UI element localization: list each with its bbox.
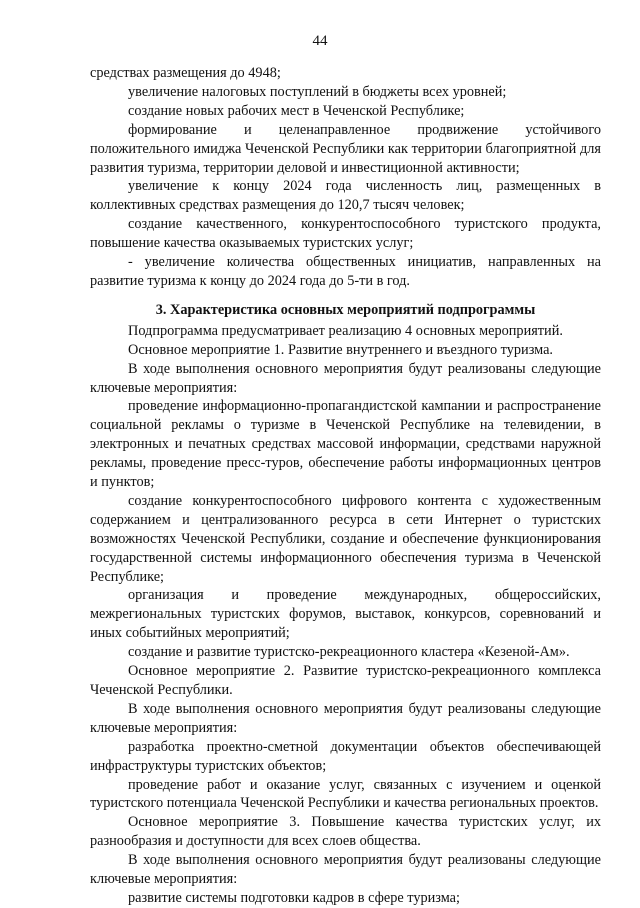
paragraph: В ходе выполнения основного мероприятия будут реализованы следующие ключевые мероприятия: <box>90 360 601 396</box>
document-body <box>90 64 601 908</box>
paragraph: В ходе выполнения основного мероприятия будут реализованы следующие ключевые мероприятия: <box>90 852 601 888</box>
paragraph: Основное мероприятие 1. Развитие внутреннего и въездного туризма. <box>128 341 554 358</box>
paragraph: разработка проектно-сметной документации объектов обеспечивающей инфраструктуры туристских объектов; <box>90 738 601 774</box>
paragraph: создание качественного, конкурентоспособного туристского продукта, повышение качества оказываемых туристских услуг; <box>90 216 601 252</box>
paragraph: проведение работ и оказание услуг, связанных с изучением и оценкой туристского потенциала Чеченской Республики и качества региональных проектов. <box>90 776 601 812</box>
paragraph: создание новых рабочих мест в Чеченской Республике; <box>128 102 465 119</box>
section-heading: 3. Характеристика основных мероприятий подпрограммы <box>155 301 536 318</box>
paragraph: Основное мероприятие 3. Повышение качества туристских услуг, их разнообразия и доступности для всех слоев общества. <box>90 814 601 850</box>
paragraph: - увеличение количества общественных инициатив, направленных на развитие туризма к концу до 2024 года до 5-ти в год. <box>90 254 601 289</box>
paragraph: развитие системы подготовки кадров в сфере туризма; <box>128 889 460 906</box>
paragraph: средствах размещения до 4948; <box>90 65 281 81</box>
paragraph: Подпрограмма предусматривает реализацию 4 основных мероприятий. <box>128 322 563 339</box>
paragraph: Основное мероприятие 2. Развитие туристско-рекреационного комплекса Чеченской Республики. <box>90 663 601 698</box>
paragraph: создание конкурентоспособного цифрового контента с художественным содержанием и централизованного ресурса в сети Интернет о туристских возможностях Чеченской Республики, создание и обеспечение функционирования государственной системы информационного обеспечения туризма в Чеченской Республике; <box>90 492 601 585</box>
paragraph: формирование и целенаправленное продвижение устойчивого положительного имиджа Чеченской Республики как территории благоприятной для развития туризма, территории деловой и инвестиционной активности; <box>90 121 601 176</box>
paragraph: организация и проведение международных, общероссийских, межрегиональных туристских форумов, выставок, конкурсов, соревнований и иных событийных мероприятий; <box>90 587 601 642</box>
paragraph: увеличение к концу 2024 года численность лиц, размещенных в коллективных средствах размещения до 120,7 тысяч человек; <box>90 178 601 214</box>
paragraph: увеличение налоговых поступлений в бюджеты всех уровней; <box>128 83 507 100</box>
paragraph: В ходе выполнения основного мероприятия будут реализованы следующие ключевые мероприятия: <box>90 700 601 736</box>
paragraph: создание и развитие туристско-рекреационного кластера «Кезеной-Ам». <box>128 644 570 661</box>
paragraph: проведение информационно-пропагандистской кампании и распространение социальной рекламы о туризме в Чеченской Республике на телевидении, в электронных и печатных средствах массовой информации, средствами наружной рекламы, проведение пресс-туров, обеспечение работы информационных центров и пунктов; <box>90 398 601 491</box>
page-number: 44 <box>312 33 328 49</box>
